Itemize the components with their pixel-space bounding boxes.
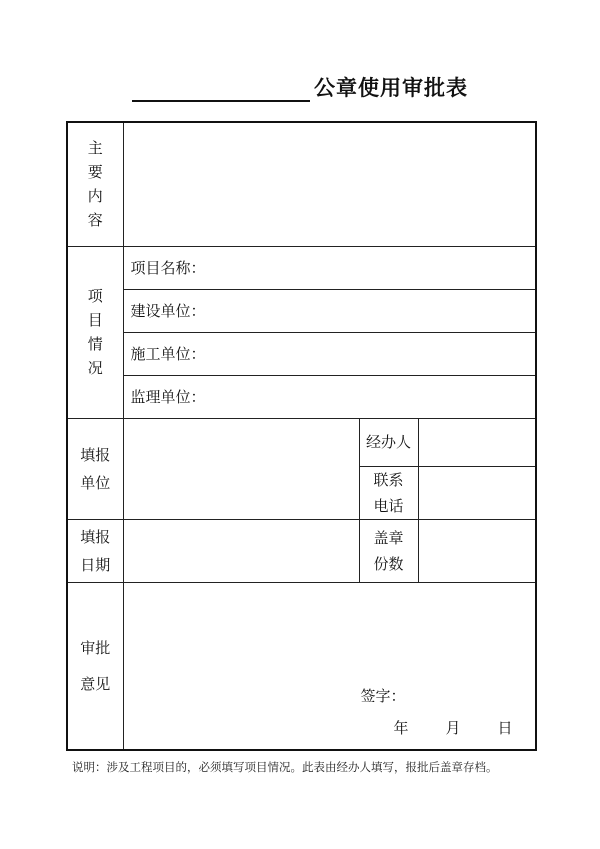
title-blank-line[interactable] bbox=[132, 74, 310, 102]
approval-form-table bbox=[66, 121, 537, 751]
project-info-label: 项 目 情 况 bbox=[67, 246, 123, 418]
form-note: 说明：涉及工程项目的，必须填写项目情况。此表由经办人填写，报批后盖章存档。 bbox=[72, 760, 498, 774]
supervisor-label: 监理单位： bbox=[130, 388, 206, 406]
phone-field[interactable] bbox=[418, 466, 536, 519]
signature-label: 签字： bbox=[360, 686, 406, 705]
phone-label: 联系 电话 bbox=[359, 466, 418, 519]
stamp-count-field[interactable] bbox=[418, 519, 536, 582]
handler-label: 经办人 bbox=[359, 418, 418, 466]
approval-opinion-field[interactable] bbox=[123, 582, 536, 750]
main-content-field[interactable] bbox=[123, 122, 536, 246]
contractor-field[interactable] bbox=[123, 332, 536, 375]
reporting-date-field[interactable] bbox=[123, 519, 359, 582]
approval-label: 审批 意见 bbox=[67, 582, 123, 750]
handler-field[interactable] bbox=[418, 418, 536, 466]
construction-owner-label: 建设单位： bbox=[130, 302, 206, 320]
construction-owner-field[interactable] bbox=[123, 289, 536, 332]
title-text: 公章使用审批表 bbox=[314, 76, 468, 100]
form-title bbox=[0, 72, 600, 102]
supervisor-field[interactable] bbox=[123, 375, 536, 418]
year-label: 年 bbox=[393, 718, 409, 737]
reporting-unit-field[interactable] bbox=[123, 418, 359, 519]
reporting-date-label: 填报 日期 bbox=[67, 519, 123, 582]
project-name-field[interactable] bbox=[123, 246, 536, 289]
day-label: 日 bbox=[497, 718, 513, 737]
month-label: 月 bbox=[445, 718, 461, 737]
approval-date bbox=[394, 717, 513, 738]
reporting-unit-label: 填报 单位 bbox=[67, 418, 123, 519]
main-content-label: 主 要 内 容 bbox=[67, 122, 123, 246]
project-name-label: 项目名称： bbox=[130, 259, 206, 277]
stamp-count-label: 盖章 份数 bbox=[359, 519, 418, 582]
contractor-label: 施工单位： bbox=[130, 345, 206, 363]
